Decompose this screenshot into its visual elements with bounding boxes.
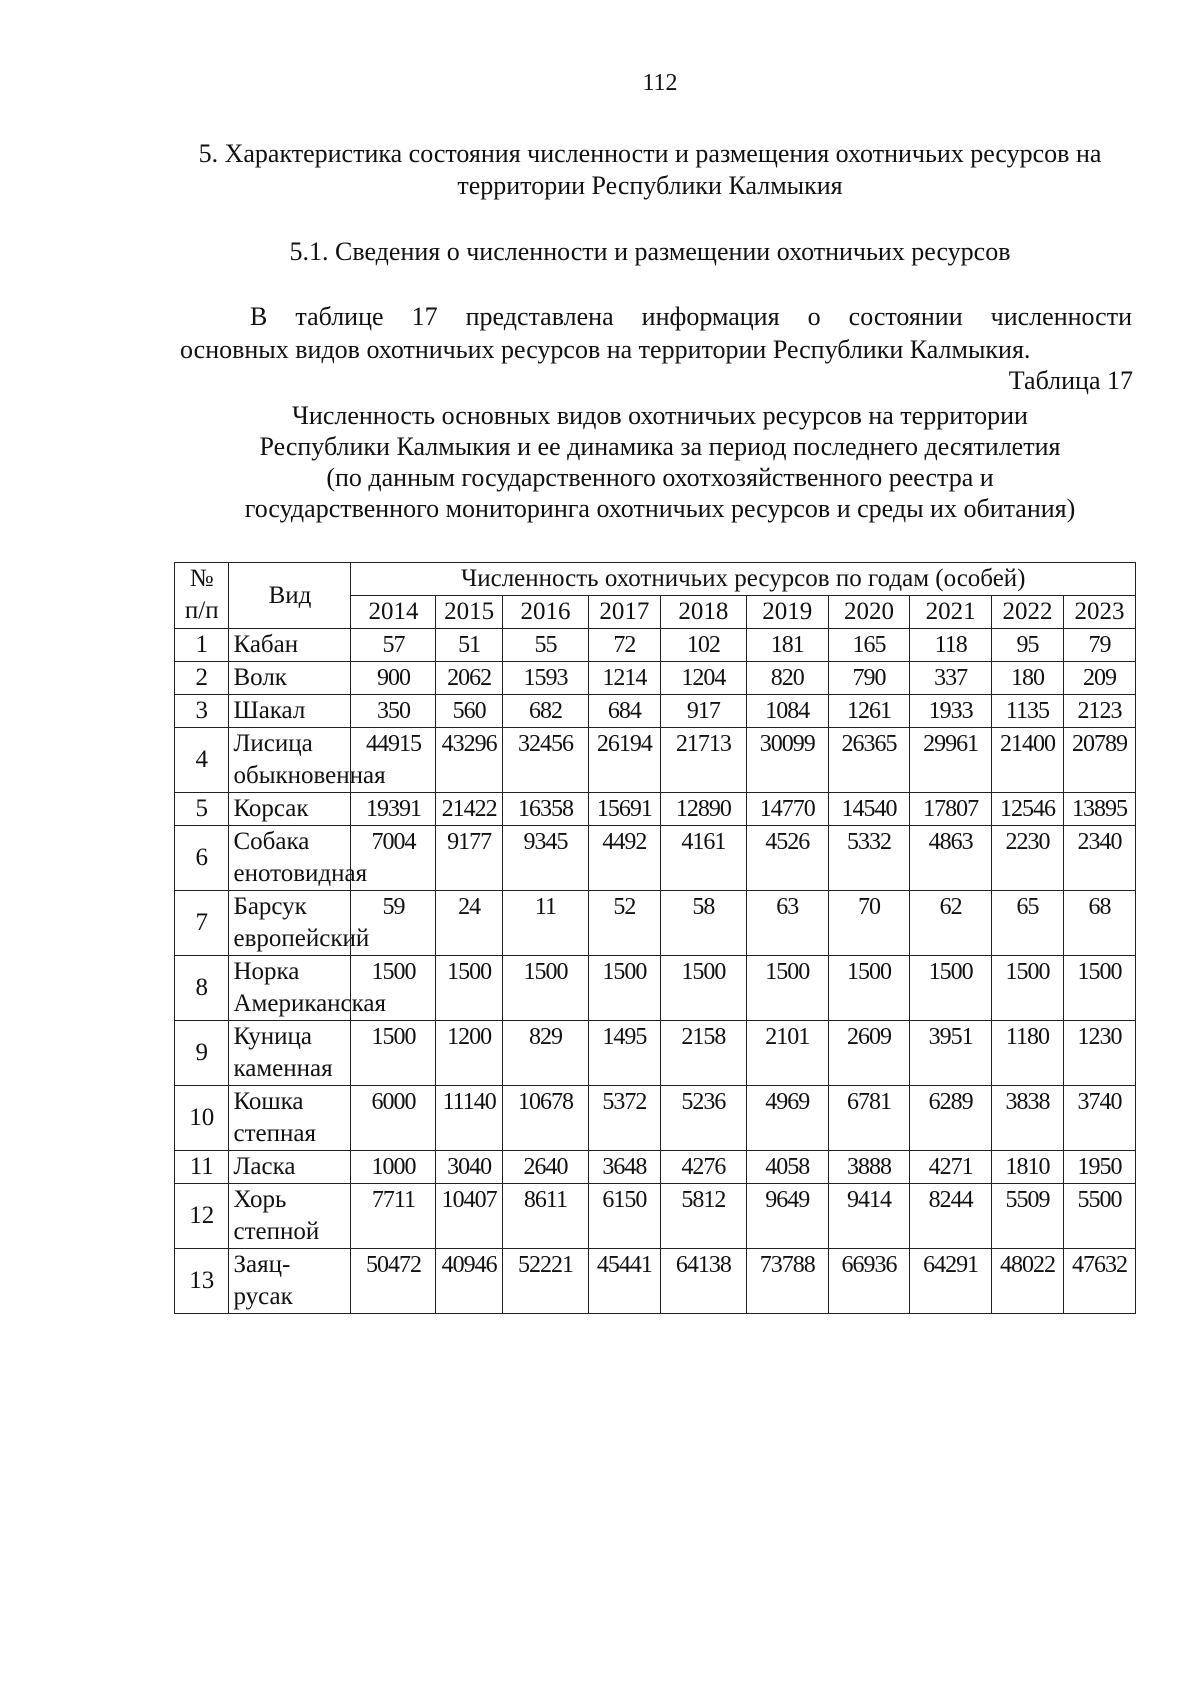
population-value: 63 [746, 891, 828, 956]
population-value: 2340 [1063, 826, 1135, 891]
table-row [175, 1021, 1136, 1086]
population-value: 26365 [828, 728, 910, 793]
population-value: 917 [660, 695, 746, 728]
population-value: 21422 [436, 793, 502, 826]
row-number: 8 [175, 956, 229, 1021]
population-value: 1135 [992, 695, 1064, 728]
population-value: 59 [351, 891, 436, 956]
population-value: 2123 [1063, 695, 1135, 728]
year-header: 2021 [910, 596, 992, 629]
population-value: 6289 [910, 1086, 992, 1151]
row-number: 1 [175, 629, 229, 662]
population-value: 2609 [828, 1021, 910, 1086]
species-name: Собака енотовидная [229, 826, 351, 891]
population-value: 1214 [588, 662, 660, 695]
year-header: 2014 [351, 596, 436, 629]
population-value: 79 [1063, 629, 1135, 662]
population-value: 52 [588, 891, 660, 956]
population-value: 72 [588, 629, 660, 662]
population-value: 17807 [910, 793, 992, 826]
table-row [175, 1151, 1136, 1184]
population-value: 13895 [1063, 793, 1135, 826]
population-value: 1593 [502, 662, 588, 695]
population-value: 1500 [588, 956, 660, 1021]
population-value: 684 [588, 695, 660, 728]
row-number: 7 [175, 891, 229, 956]
population-value: 102 [660, 629, 746, 662]
population-value: 10678 [502, 1086, 588, 1151]
population-value: 1810 [992, 1151, 1064, 1184]
paragraph-line: В таблице 17 представлена информация о состоянии численности [250, 302, 1132, 331]
population-value: 58 [660, 891, 746, 956]
row-number: 13 [175, 1249, 229, 1314]
population-value: 820 [746, 662, 828, 695]
population-value: 180 [992, 662, 1064, 695]
population-value: 1500 [828, 956, 910, 1021]
population-value: 1500 [660, 956, 746, 1021]
population-value: 3740 [1063, 1086, 1135, 1151]
population-value: 10407 [436, 1184, 502, 1249]
population-value: 50472 [351, 1249, 436, 1314]
population-value: 15691 [588, 793, 660, 826]
population-value: 790 [828, 662, 910, 695]
population-value: 55 [502, 629, 588, 662]
population-value: 350 [351, 695, 436, 728]
population-value: 4863 [910, 826, 992, 891]
population-value: 5500 [1063, 1184, 1135, 1249]
population-value: 6781 [828, 1086, 910, 1151]
population-value: 57 [351, 629, 436, 662]
section-heading: 5. Характеристика состояния численности и размещения охотничьих ресурсов на территории Республики Калмыкия [198, 139, 1102, 200]
population-value: 4526 [746, 826, 828, 891]
population-value: 20789 [1063, 728, 1135, 793]
population-value: 95 [992, 629, 1064, 662]
row-number: 12 [175, 1184, 229, 1249]
population-value: 7711 [351, 1184, 436, 1249]
row-number: 4 [175, 728, 229, 793]
population-value: 1495 [588, 1021, 660, 1086]
table-label: Таблица 17 [1008, 366, 1133, 395]
population-value: 4271 [910, 1151, 992, 1184]
table-row [175, 793, 1136, 826]
population-value: 2230 [992, 826, 1064, 891]
population-value: 73788 [746, 1249, 828, 1314]
population-value: 3838 [992, 1086, 1064, 1151]
population-value: 29961 [910, 728, 992, 793]
species-name: Норка Американская [229, 956, 351, 1021]
row-number: 9 [175, 1021, 229, 1086]
population-value: 118 [910, 629, 992, 662]
population-value: 11140 [436, 1086, 502, 1151]
population-value: 5812 [660, 1184, 746, 1249]
population-value: 21400 [992, 728, 1064, 793]
population-value: 6000 [351, 1086, 436, 1151]
column-header-number: № п/п [175, 563, 229, 629]
population-value: 1084 [746, 695, 828, 728]
population-value: 1261 [828, 695, 910, 728]
population-value: 1500 [351, 956, 436, 1021]
population-value: 12546 [992, 793, 1064, 826]
population-value: 1204 [660, 662, 746, 695]
table-row [175, 826, 1136, 891]
population-value: 19391 [351, 793, 436, 826]
population-value: 165 [828, 629, 910, 662]
population-value: 47632 [1063, 1249, 1135, 1314]
population-value: 181 [746, 629, 828, 662]
caption-line: Республики Калмыкия и ее динамика за период последнего десятилетия [259, 432, 1061, 461]
population-value: 11 [502, 891, 588, 956]
year-header: 2016 [502, 596, 588, 629]
species-name: Хорь степной [229, 1184, 351, 1249]
population-value: 209 [1063, 662, 1135, 695]
population-value: 62 [910, 891, 992, 956]
population-value: 4492 [588, 826, 660, 891]
population-value: 1500 [910, 956, 992, 1021]
table-row [175, 662, 1136, 695]
subsection-heading: 5.1. Сведения о численности и размещении охотничьих ресурсов [289, 237, 1011, 266]
year-header: 2018 [660, 596, 746, 629]
page-number: 112 [642, 70, 678, 96]
population-value: 2101 [746, 1021, 828, 1086]
species-name: Барсук европейский [229, 891, 351, 956]
year-header: 2023 [1063, 596, 1135, 629]
caption-line: государственного мониторинга охотничьих ресурсов и среды их обитания) [244, 494, 1076, 523]
species-name: Шакал [229, 695, 351, 728]
row-number: 6 [175, 826, 229, 891]
year-header: 2019 [746, 596, 828, 629]
table-row [175, 629, 1136, 662]
table-caption [180, 400, 1140, 524]
population-value: 45441 [588, 1249, 660, 1314]
population-value: 4276 [660, 1151, 746, 1184]
population-value: 16358 [502, 793, 588, 826]
population-value: 9649 [746, 1184, 828, 1249]
column-header-species: Вид [229, 563, 351, 629]
population-value: 1500 [436, 956, 502, 1021]
table-row [175, 956, 1136, 1021]
population-value: 1200 [436, 1021, 502, 1086]
table-row [175, 728, 1136, 793]
table-row [175, 695, 1136, 728]
population-value: 30099 [746, 728, 828, 793]
population-value: 9345 [502, 826, 588, 891]
population-value: 3648 [588, 1151, 660, 1184]
population-value: 1500 [746, 956, 828, 1021]
population-value: 68 [1063, 891, 1135, 956]
year-header: 2020 [828, 596, 910, 629]
population-value: 52221 [502, 1249, 588, 1314]
population-value: 2062 [436, 662, 502, 695]
intro-paragraph [180, 300, 1132, 366]
species-name: Заяц-русак [229, 1249, 351, 1314]
population-value: 5332 [828, 826, 910, 891]
population-value: 14770 [746, 793, 828, 826]
population-value: 3888 [828, 1151, 910, 1184]
species-name: Корсак [229, 793, 351, 826]
population-value: 5236 [660, 1086, 746, 1151]
species-name: Лисица обыкновенная [229, 728, 351, 793]
population-value: 26194 [588, 728, 660, 793]
table-row [175, 1086, 1136, 1151]
population-value: 1000 [351, 1151, 436, 1184]
population-value: 8244 [910, 1184, 992, 1249]
year-header: 2022 [992, 596, 1064, 629]
population-value: 829 [502, 1021, 588, 1086]
table-row [175, 891, 1136, 956]
caption-line: (по данным государственного охотхозяйственного реестра и [326, 463, 994, 492]
row-number: 2 [175, 662, 229, 695]
species-name: Ласка [229, 1151, 351, 1184]
row-number: 11 [175, 1151, 229, 1184]
population-value: 1180 [992, 1021, 1064, 1086]
population-value: 337 [910, 662, 992, 695]
population-value: 51 [436, 629, 502, 662]
population-value: 2158 [660, 1021, 746, 1086]
population-value: 64138 [660, 1249, 746, 1314]
population-value: 24 [436, 891, 502, 956]
population-value: 900 [351, 662, 436, 695]
population-value: 1933 [910, 695, 992, 728]
population-value: 44915 [351, 728, 436, 793]
caption-line: Численность основных видов охотничьих ресурсов на территории [292, 401, 1028, 430]
year-header: 2017 [588, 596, 660, 629]
species-name: Кошка степная [229, 1086, 351, 1151]
population-table [174, 562, 1136, 1314]
population-value: 1500 [992, 956, 1064, 1021]
population-value: 9414 [828, 1184, 910, 1249]
population-value: 70 [828, 891, 910, 956]
population-value: 6150 [588, 1184, 660, 1249]
population-value: 43296 [436, 728, 502, 793]
population-value: 65 [992, 891, 1064, 956]
population-value: 3040 [436, 1151, 502, 1184]
table-row [175, 1249, 1136, 1314]
population-value: 12890 [660, 793, 746, 826]
population-value: 5372 [588, 1086, 660, 1151]
row-number: 5 [175, 793, 229, 826]
population-value: 1950 [1063, 1151, 1135, 1184]
row-number: 10 [175, 1086, 229, 1151]
population-value: 3951 [910, 1021, 992, 1086]
population-value: 14540 [828, 793, 910, 826]
population-value: 48022 [992, 1249, 1064, 1314]
population-value: 5509 [992, 1184, 1064, 1249]
population-value: 560 [436, 695, 502, 728]
population-value: 21713 [660, 728, 746, 793]
species-name: Волк [229, 662, 351, 695]
population-value: 4969 [746, 1086, 828, 1151]
population-value: 40946 [436, 1249, 502, 1314]
population-value: 66936 [828, 1249, 910, 1314]
population-value: 1500 [502, 956, 588, 1021]
year-header: 2015 [436, 596, 502, 629]
population-value: 2640 [502, 1151, 588, 1184]
species-name: Кабан [229, 629, 351, 662]
population-value: 9177 [436, 826, 502, 891]
population-value: 8611 [502, 1184, 588, 1249]
population-value: 7004 [351, 826, 436, 891]
population-value: 1230 [1063, 1021, 1135, 1086]
population-value: 1500 [351, 1021, 436, 1086]
population-value: 64291 [910, 1249, 992, 1314]
population-value: 32456 [502, 728, 588, 793]
population-value: 1500 [1063, 956, 1135, 1021]
population-value: 4058 [746, 1151, 828, 1184]
species-name: Куница каменная [229, 1021, 351, 1086]
row-number: 3 [175, 695, 229, 728]
table-row [175, 1184, 1136, 1249]
column-group-header: Численность охотничьих ресурсов по годам (особей) [351, 563, 1136, 596]
paragraph-line: основных видов охотничьих ресурсов на территории Республики Калмыкия. [180, 335, 1031, 364]
population-value: 4161 [660, 826, 746, 891]
population-value: 682 [502, 695, 588, 728]
